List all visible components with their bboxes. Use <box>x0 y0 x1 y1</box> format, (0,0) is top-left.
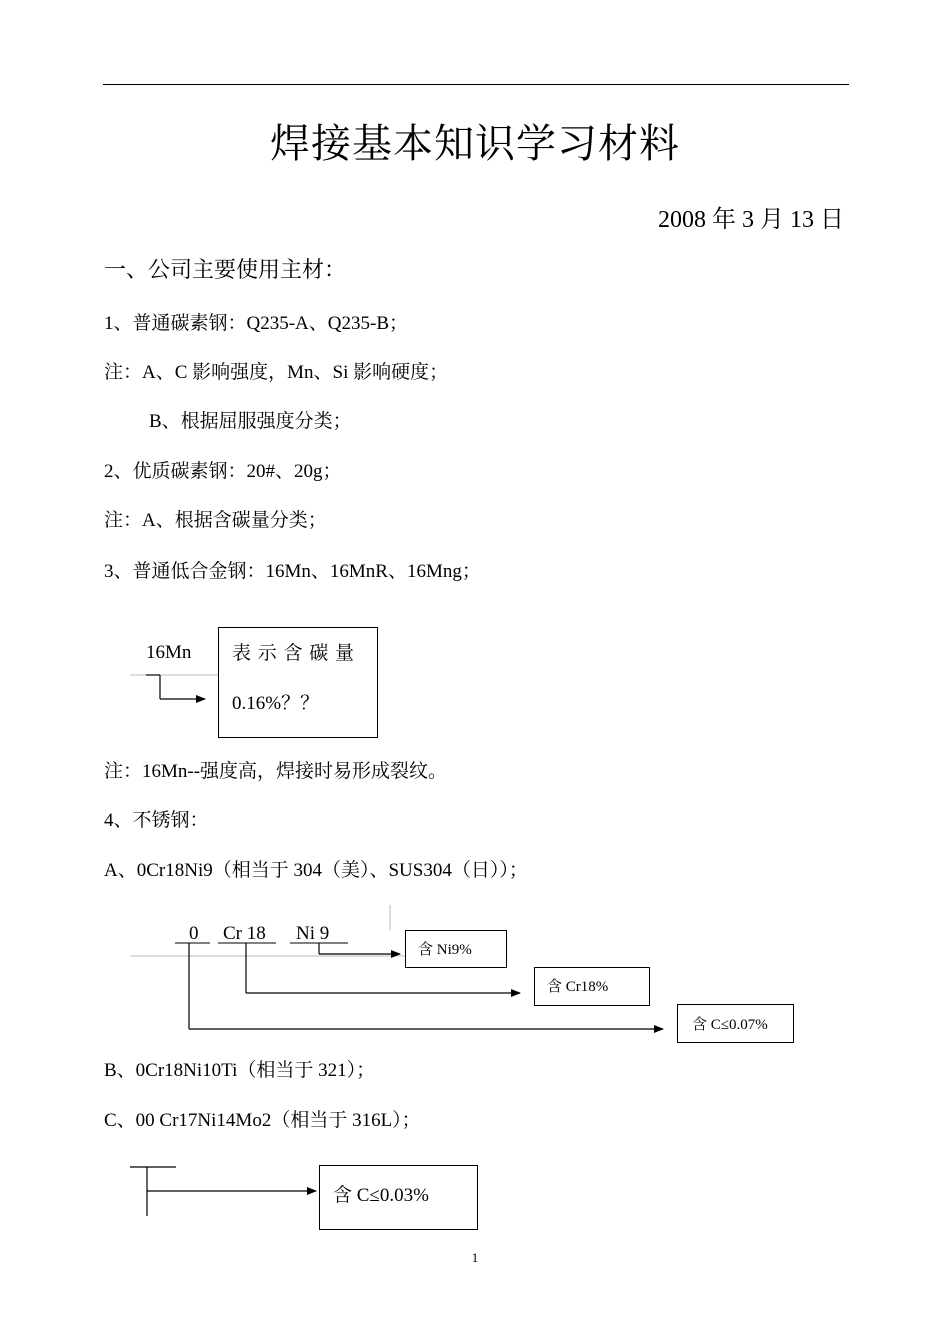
paragraph-line: 注：A、根据含碳量分类； <box>104 510 327 531</box>
diagram-grade-part-ni: Ni 9 <box>296 923 330 944</box>
paragraph-line: B、0Cr18Ni10Ti（相当于 321）； <box>104 1060 376 1081</box>
paragraph-line: C、00 Cr17Ni14Mo2（相当于 316L）； <box>104 1110 421 1131</box>
diagram-grade-part-cr: Cr 18 <box>223 923 266 944</box>
diagram-c-box-label: 含 C≤0.07% <box>692 1017 768 1033</box>
page-number: 1 <box>471 1250 479 1265</box>
section-heading: 一、公司主要使用主材： <box>104 257 347 282</box>
paragraph-line: B、根据屈服强度分类； <box>149 411 352 432</box>
paragraph-line: 注：A、C 影响强度，Mn、Si 影响硬度； <box>104 362 449 383</box>
paragraph-line: 4、不锈钢： <box>104 810 209 831</box>
diagram-00-connector <box>130 1167 316 1216</box>
diagram-00-box-label: 含 C≤0.03% <box>333 1185 429 1206</box>
diagram-ni-box-label: 含 Ni9% <box>418 942 472 958</box>
paragraph-line: 3、普通低合金钢：16Mn、16MnR、16Mng； <box>104 561 481 582</box>
diagram-16mn-label: 16Mn <box>146 642 192 663</box>
diagram-16mn-box-line: 0.16%？？ <box>232 693 320 714</box>
document-date: 2008 年 3 月 13 日 <box>658 207 844 233</box>
diagram-grade-part-0: 0 <box>189 923 199 944</box>
diagram-16mn-box-line: 表 示 含 碳 量 <box>232 643 356 664</box>
paragraph-line: A、0Cr18Ni9（相当于 304（美）、SUS304（日））； <box>104 860 528 881</box>
diagram-16mn-connector <box>130 675 218 699</box>
diagram-cr-box-label: 含 Cr18% <box>547 979 609 995</box>
paragraph-line: 2、优质碳素钢：20#、20g； <box>104 461 342 482</box>
paragraph-line: 1、普通碳素钢：Q235-A、Q235-B； <box>104 313 408 334</box>
document-title: 焊接基本知识学习材料 <box>270 121 680 166</box>
diagram-grade-connectors <box>130 905 663 1029</box>
paragraph-line: 注：16Mn--强度高，焊接时易形成裂纹。 <box>104 761 448 782</box>
